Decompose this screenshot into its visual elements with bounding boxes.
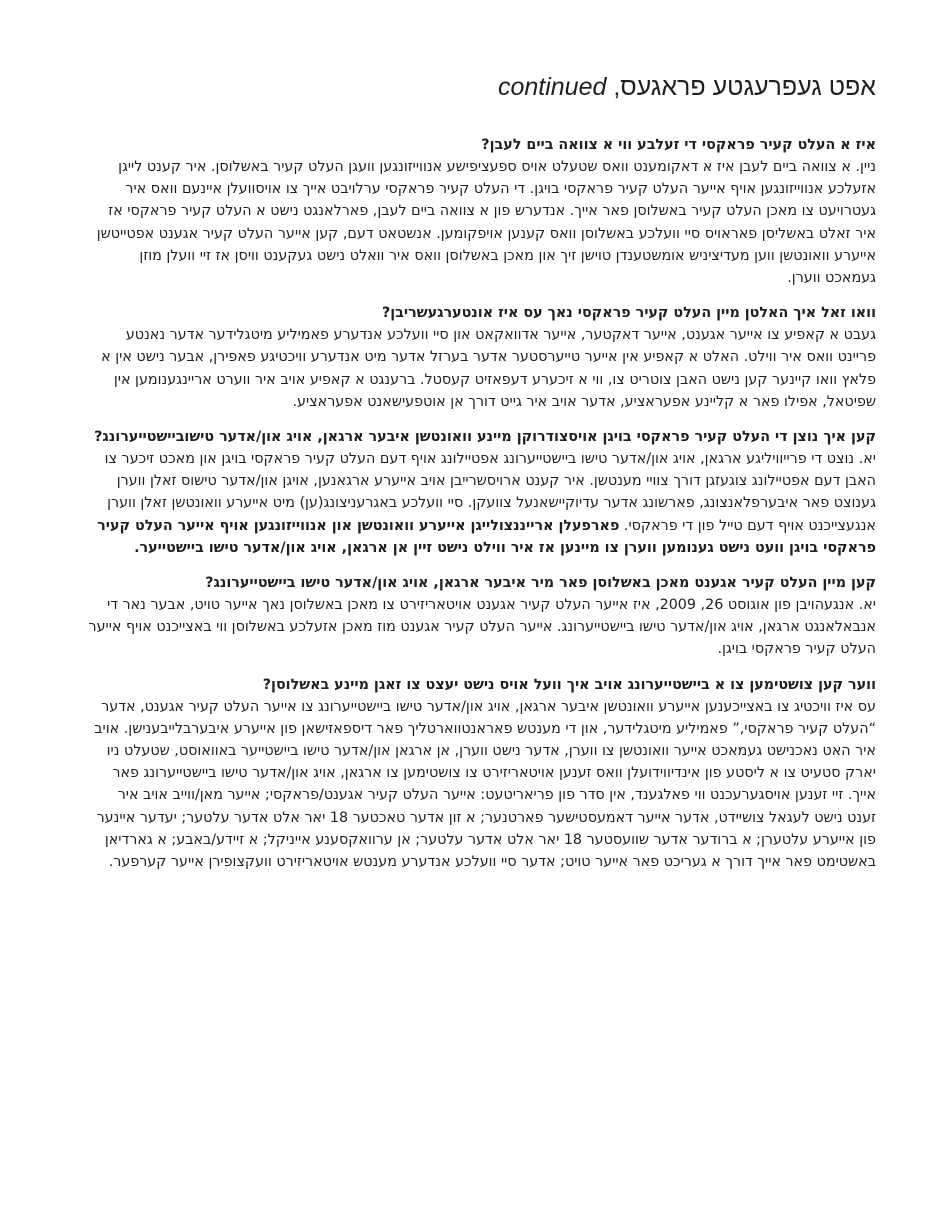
faq-item [88,426,876,559]
faq-question: קען איך נוצן די העלט קעיר פראקסי בויגן אויסצודרוקן מיינע וואונטשן איבער ארגאן, אויג און/אדער טישוביישטייערונג? [94,429,876,446]
page-title-main: אפט געפרעגטע פראגעס, [613,73,876,101]
faq-question: וואו זאל איך האלטן מיין העלט קעיר פראקסי נאך עס איז אונטערגעשריבן? [381,305,876,322]
faq-question: קען מיין העלט קעיר אגענט מאכן באשלוסן פאר מיר איבער ארגאן, אויג און/אדער טישו ביישטייערונג? [205,575,876,592]
page-title-continued: continued [497,73,607,101]
faq-item [88,134,876,289]
faq-answer [88,156,876,289]
faq-answer [88,324,876,413]
faq-answer [88,696,876,874]
faq-item [88,572,876,661]
faq-answer [88,594,876,661]
faq-item [88,302,876,413]
faq-answer-text: געבט א קאפיע צו אייער אגענט, אייער דאקטער, אייער אדוואקאט און סיי וועלכע אנדערע פאמיליע מיטגלידער אדער נאנטע פריינט וואס איר ווילט. האלט א קאפיע אין אייער טייערסטער אדער בערזל אדער מיט אנדערע וויכטיגע פאפירן, אבער נישט אין א פלאץ וואו קיינער קען נישט האבן צוטריט צו, ווי א זיכערע דעפאזיט קעסטל. ברענגט א קאפיע אויב איר ווערט אריינגענומען אין שפיטאל, אפילו פאר א קליינע אפעראציע, אדער אויב איר גייט דורך אן אוטפעישאנט אפעראציע. [101,327,876,410]
faq-answer [88,448,876,559]
faq-answer-text: עס איז וויכטיג צו באצייכענען אייערע וואונטשן איבער ארגאן, אויג און/אדער טישו ביישטייערונג צו אייער העלט קעיר אגענט, אדער “העלט קעיר פראקסי,” פאמיליע מיטגלידער, און די מענטש פאראנטווארטליך פאר דיספאזישאן פון אייערע איבערבלייבענישן. אויב איר האט נאכנישט געמאכט אייער וואונטשן צו ווערן, אדער נישט ווערן, אן ארגאן און/אדער טישו ביישטייער באוואוסט, שטעלט ניו יארק סטעיט צו א ליסטע פון אינדיווידועלן וואס זענען אויטאריזירט צו צושטימען צו ארגאן, אויג און/אדער טישו ביישטייערונג פאר אייך. זיי זענען אויסגערעכנט ווי פאלגענד, אין סדר פון פריאריטעט: אייער העלט קעיר אגענט/פראקסי; אייער מאן/ווייב אויב איר זענט נישט לעגאל צושיידט, אדער אייער דאמעסטישער פארטנער; א זון אדער טאכטער 18 יאר אלט אדער עלטער; יעדער איינער פון אייערע עלטערן; א ברודער אדער שוועסטער 18 יאר אלט אדער עלטער; אן ערוואקסענע אייניקל; א זיידע/באבע; א גארדיאן באשטימט פאר אייך דורך א געריכט פאר אייער טויט; אדער סיי וועלכע אנדערע מענטש אויטאריזירט וועקצופירן אייער קערפער. [94,698,876,871]
faq-answer-text: ניין. א צוואה ביים לעבן איז א דאקומענט וואס שטעלט אויס ספעציפישע אנווייזונגען וועגן העלט קעיר באשלוסן. איר קענט לייגן אזעלכע אנווייזונגען אויף אייער העלט קעיר פראקסי בויגן. די העלט קעיר פראקסי ערלויבט אייך צו אויסוועלן איינעם וואס איר געטרויעט צו מאכן העלט קעיר באשלוסן פאר אייך. אנדערש פון א צוואה ביים לעבן, פארלאנגט נישט א העלט קעיר פראקסי אז איר זאלט באשליסן פאראויס סיי וועלכע באשלוסן וואס קענען אויפקומען. אנשטאט דעם, קען אייער העלט קעיר אגענט אפטייטשן אייערע וואונטשן ווען מעדיציניש אומשטענדן טוישן זיך און מאכן באשלוסן וואס איר וואלט נישט געקענט וויסן אז זיי וועלן מוזן געמאכט ווערן. [96,159,876,287]
faq-question: איז א העלט קעיר פראקסי די זעלבע ווי א צוואה ביים לעבן? [481,137,876,153]
document-page [88,68,876,886]
faq-item [88,674,876,874]
faq-question: ווער קען צושטימען צו א ביישטייערונג אויב איך וועל אויס נישט יעצט צו זאגן מיינע באשלוסן? [262,676,876,693]
page-title [88,68,876,106]
faq-answer-text: יא. אנגעהויבן פון אוגוסט 26, 2009, איז אייער העלט קעיר אגענט אויטאריזירט צו מאכן באשלוסן נאך אייער טויט, אבער נאר די אנבאלאנגט ארגאן, אויג און/אדער טישו ביישטייערונג. אייער העלט קעיר אגענט מוז מאכן אזעלכע באשלוסן ווי באצייכנט אויף אייער העלט קעיר פראקסי בויגן. [88,597,876,658]
faq-answer-text: יא. נוצט די פרייוויליגע ארגאן, אויג און/אדער טישו ביישטייערונג אפטיילונג אויף דעם העלט קעיר פראקסי בויגן און מאכט זיכער צו האבן דעם אפטיילונג צוגעזגן דורך צוויי מענטשן. איר קענט ארויסשרייבן אויב אייערע ארגאנען, אויגן און/אדער טישוס זאלן ווערן גענוצט פאר איבערפלאנצונג, פארשונג אדער עדיוקיישאנעל צוועקן. סיי וועלכע באגרעניצונג(ען) מיט אייערע וואונטשן זאלן ווערן אנגעצייכנט אויף דעם טייל פון די פראקסי. [104,451,876,534]
faq-answer-bold-text: פארפעלן ארייננצולייגן אייערע וואונטשן און אנווייזונגען אויף אייער העלט קעיר פראקסי בויגן וועט נישט גענומען ווערן צו מיינען אז איר ווילט נישט זיין אן ארגאן, אויג און/אדער טישו ביישטייער. [97,517,876,556]
